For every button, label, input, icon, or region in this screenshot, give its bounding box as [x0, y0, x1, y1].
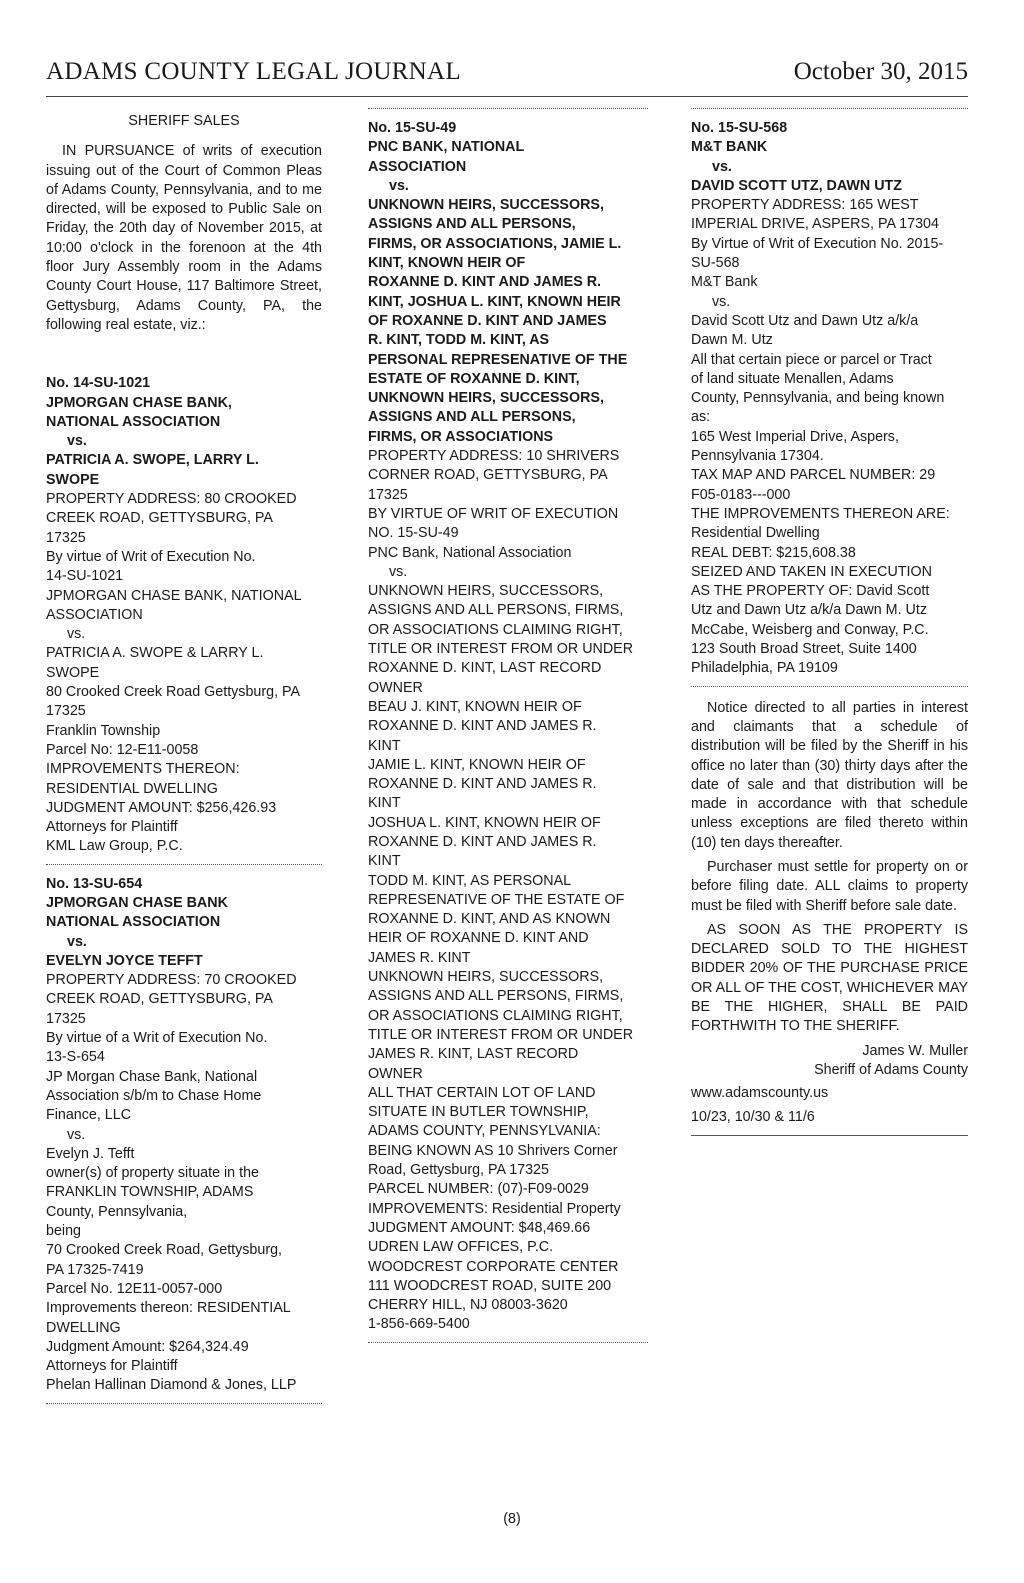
case-detail-line: CHERRY HILL, NJ 08003-3620	[368, 1297, 568, 1314]
case-detail-line: BY VIRTUE OF WRIT OF EXECUTION	[368, 505, 619, 522]
case-detail-line: JAMES R. KINT	[368, 949, 471, 966]
case-detail-line: WOODCREST CORPORATE CENTER	[368, 1258, 619, 1275]
defendant-line: UNKNOWN HEIRS, SUCCESSORS,	[368, 390, 604, 407]
case-detail-line: ASSIGNS AND ALL PERSONS, FIRMS,	[368, 602, 624, 619]
column-1	[46, 112, 322, 1414]
case-detail-line: TODD M. KINT, AS PERSONAL	[368, 872, 572, 889]
case-detail-line: BEING KNOWN AS 10 Shrivers Corner	[368, 1142, 618, 1159]
case-detail-line: 17325	[46, 529, 86, 546]
case-detail-line: Road, Gettysburg, PA 17325	[368, 1162, 549, 1179]
case-detail-line: Association s/b/m to Chase Home	[46, 1087, 262, 1104]
case-detail-line: F05-0183---000	[691, 486, 791, 503]
case-entry	[46, 374, 322, 856]
case-detail-line: ROXANNE D. KINT, LAST RECORD	[368, 660, 602, 677]
journal-title: ADAMS COUNTY LEGAL JOURNAL	[46, 58, 461, 85]
spacer	[46, 335, 322, 374]
case-detail-line: DWELLING	[46, 1319, 121, 1336]
case-entry	[368, 119, 648, 1335]
case-detail-line: THE IMPROVEMENTS THEREON ARE:	[691, 505, 950, 522]
case-detail-line: 70 Crooked Creek Road, Gettysburg,	[46, 1242, 283, 1259]
case-detail-line: OR ASSOCIATIONS CLAIMING RIGHT,	[368, 1007, 623, 1024]
signer-title: Sheriff of Adams County	[814, 1061, 968, 1078]
defendant-line: PATRICIA A. SWOPE, LARRY L.	[46, 452, 259, 469]
case-detail-line: PROPERTY ADDRESS: 80 CROOKED	[46, 491, 297, 508]
case-detail-line: TITLE OR INTEREST FROM OR UNDER	[368, 641, 634, 658]
case-detail-line: PATRICIA A. SWOPE & LARRY L.	[46, 645, 264, 662]
case-vs: vs.	[67, 933, 87, 950]
case-detail-line: vs.	[67, 626, 86, 643]
column-top-divider	[368, 108, 648, 109]
column-top-divider	[691, 108, 968, 109]
case-detail-line: 17325	[368, 486, 408, 503]
case-divider	[46, 1403, 322, 1404]
case-detail-line: Parcel No. 12E11-0057-000	[46, 1280, 223, 1297]
case-detail-line: Parcel No: 12-E11-0058	[46, 741, 199, 758]
case-vs: vs.	[712, 158, 732, 175]
case-detail-line: JUDGMENT AMOUNT: $256,426.93	[46, 799, 277, 816]
notice-payment: AS SOON AS THE PROPERTY IS DECLARED SOLD TO THE HIGHEST BIDDER 20% OF THE PURCHASE PRICE OR ALL OF THE COST, WHICHEVER MAY BE THE HIGHER, SHALL BE PAID FORTHWITH TO THE SHERIFF.	[691, 921, 968, 1035]
case-detail-line: By virtue of a Writ of Execution No.	[46, 1030, 268, 1047]
defendant-line: FIRMS, OR ASSOCIATIONS, JAMIE L.	[368, 235, 622, 252]
case-detail-line: ROXANNE D. KINT AND JAMES R.	[368, 718, 597, 735]
issue-date: October 30, 2015	[793, 58, 968, 85]
defendant-line: ROXANNE D. KINT AND JAMES R.	[368, 274, 602, 291]
case-detail-line: ROXANNE D. KINT AND JAMES R.	[368, 833, 597, 850]
case-entry	[46, 875, 322, 1396]
case-detail-line: KINT	[368, 853, 401, 870]
case-detail-line: ROXANNE D. KINT AND JAMES R.	[368, 776, 597, 793]
case-detail-line: ADAMS COUNTY, PENNSYLVANIA:	[368, 1123, 601, 1140]
section-heading: SHERIFF SALES	[128, 113, 240, 129]
notice-distribution: Notice directed to all parties in interest and claimants that a schedule of distribution will be filed by the Sheriff in his office no later than (30) thirty days after the date of sale and that distribution will be made in accordance with that schedule unless exceptions are filed thereto within (10) ten days thereafter.	[691, 699, 968, 851]
defendant-line: SWOPE	[46, 471, 100, 488]
case-detail-line: Dawn M. Utz	[691, 332, 773, 349]
column-2	[368, 112, 648, 1353]
case-detail-line: IMPROVEMENTS: Residential Property	[368, 1200, 621, 1217]
case-detail-line: JPMORGAN CHASE BANK, NATIONAL	[46, 587, 302, 604]
case-detail-line: JAMES R. KINT, LAST RECORD	[368, 1046, 579, 1063]
plaintiff-line: M&T BANK	[691, 139, 768, 156]
journal-header	[46, 58, 968, 88]
case-divider	[368, 1342, 648, 1343]
case-number: No. 15-SU-49	[368, 120, 457, 136]
notice-end-rule	[691, 1135, 968, 1136]
case-detail-line: All that certain piece or parcel or Tract	[691, 351, 932, 368]
case-detail-line: REPRESENATIVE OF THE ESTATE OF	[368, 891, 625, 908]
case-entry	[691, 119, 968, 679]
case-detail-line: 111 WOODCREST ROAD, SUITE 200	[368, 1277, 612, 1294]
website-link[interactable]: www.adamscounty.us	[691, 1085, 829, 1102]
case-detail-line: KINT	[368, 795, 401, 812]
case-detail-line: AS THE PROPERTY OF: David Scott	[691, 583, 930, 600]
case-detail-line: JP Morgan Chase Bank, National	[46, 1068, 258, 1085]
case-divider	[691, 686, 968, 687]
case-detail-line: REAL DEBT: $215,608.38	[691, 544, 856, 561]
case-detail-line: By virtue of Writ of Execution No.	[46, 548, 256, 565]
case-detail-line: ASSOCIATION	[46, 606, 143, 623]
case-detail-line: vs.	[67, 1126, 86, 1143]
defendant-line: EVELYN JOYCE TEFFT	[46, 952, 203, 969]
case-detail-line: SWOPE	[46, 664, 100, 681]
case-detail-line: Evelyn J. Tefft	[46, 1145, 135, 1162]
case-detail-line: UDREN LAW OFFICES, P.C.	[368, 1239, 554, 1256]
case-detail-line: IMPROVEMENTS THEREON:	[46, 761, 240, 778]
case-detail-line: Improvements thereon: RESIDENTIAL	[46, 1300, 291, 1317]
case-detail-line: Phelan Hallinan Diamond & Jones, LLP	[46, 1377, 297, 1394]
case-detail-line: 1-856-669-5400	[368, 1316, 470, 1333]
case-detail-line: PNC Bank, National Association	[368, 544, 572, 561]
case-detail-line: HEIR OF ROXANNE D. KINT AND	[368, 930, 589, 947]
plaintiff-line: ASSOCIATION	[368, 158, 467, 175]
case-detail-line: PARCEL NUMBER: (07)-F09-0029	[368, 1181, 589, 1198]
case-detail-line: of land situate Menallen, Adams	[691, 370, 894, 387]
case-detail-line: McCabe, Weisberg and Conway, P.C.	[691, 621, 929, 638]
case-detail-line: owner(s) of property situate in the	[46, 1165, 259, 1182]
plaintiff-line: PNC BANK, NATIONAL	[368, 139, 525, 156]
case-detail-line: PROPERTY ADDRESS: 165 WEST	[691, 197, 919, 214]
case-detail-line: Utz and Dawn Utz a/k/a Dawn M. Utz	[691, 602, 927, 619]
case-detail-line: Attorneys for Plaintiff	[46, 819, 178, 836]
notice-settlement: Purchaser must settle for property on or before filing date. ALL claims to property must be filed with Sheriff before sale date.	[691, 858, 968, 914]
case-detail-line: Philadelphia, PA 19109	[691, 660, 838, 677]
case-detail-line: as:	[691, 409, 711, 426]
case-detail-line: OWNER	[368, 679, 423, 696]
case-detail-line: KINT	[368, 737, 401, 754]
case-detail-line: JUDGMENT AMOUNT: $48,469.66	[368, 1219, 591, 1236]
case-number: No. 14-SU-1021	[46, 375, 151, 392]
case-detail-line: UNKNOWN HEIRS, SUCCESSORS,	[368, 583, 604, 600]
defendant-line: DAVID SCOTT UTZ, DAWN UTZ	[691, 177, 902, 194]
case-detail-line: County, Pennsylvania, and being known	[691, 390, 945, 407]
case-detail-line: PROPERTY ADDRESS: 10 SHRIVERS	[368, 448, 620, 465]
case-detail-line: PA 17325-7419	[46, 1261, 144, 1278]
case-detail-line: UNKNOWN HEIRS, SUCCESSORS,	[368, 969, 604, 986]
case-detail-line: ASSIGNS AND ALL PERSONS, FIRMS,	[368, 988, 624, 1005]
case-detail-line: JAMIE L. KINT, KNOWN HEIR OF	[368, 756, 586, 773]
case-detail-line: FRANKLIN TOWNSHIP, ADAMS	[46, 1184, 254, 1201]
case-detail-line: Attorneys for Plaintiff	[46, 1358, 178, 1375]
case-number: No. 13-SU-654	[46, 875, 143, 892]
case-detail-line: RESIDENTIAL DWELLING	[46, 780, 218, 797]
case-detail-line: NO. 15-SU-49	[368, 525, 459, 542]
defendant-line: ESTATE OF ROXANNE D. KINT,	[368, 370, 580, 387]
case-detail-line: Franklin Township	[46, 722, 161, 739]
case-detail-line: 80 Crooked Creek Road Gettysburg, PA	[46, 684, 301, 701]
case-detail-line: TAX MAP AND PARCEL NUMBER: 29	[691, 467, 936, 484]
case-number: No. 15-SU-568	[691, 120, 788, 136]
page-number: (8)	[503, 1511, 521, 1527]
intro-paragraph: IN PURSUANCE of writs of execution issuing out of the Court of Common Pleas of Adams County, Pennsylvania, and to me directed, will be exposed to Public Sale on Friday, the 20th day of November 2015, at 10:00 o'clock in the forenoon at the 4th floor Jury Assembly room in the Adams County Court House, 117 Baltimore Street, Gettysburg, Adams County, PA, the following real estate, viz.:	[46, 143, 322, 333]
case-detail-line: OR ASSOCIATIONS CLAIMING RIGHT,	[368, 621, 623, 638]
case-detail-line: David Scott Utz and Dawn Utz a/k/a	[691, 312, 919, 329]
case-detail-line: SEIZED AND TAKEN IN EXECUTION	[691, 563, 932, 580]
defendant-line: UNKNOWN HEIRS, SUCCESSORS,	[368, 197, 604, 214]
case-detail-line: 123 South Broad Street, Suite 1400	[691, 641, 917, 658]
case-detail-line: 165 West Imperial Drive, Aspers,	[691, 428, 899, 445]
defendant-line: ASSIGNS AND ALL PERSONS,	[368, 216, 576, 233]
plaintiff-line: NATIONAL ASSOCIATION	[46, 413, 221, 430]
case-detail-line: Residential Dwelling	[691, 525, 820, 542]
defendant-line: PERSONAL REPRESENATIVE OF THE	[368, 351, 628, 368]
case-detail-line: 17325	[46, 703, 86, 720]
case-detail-line: SU-568	[691, 255, 740, 272]
case-detail-line: Finance, LLC	[46, 1107, 132, 1124]
case-detail-line: By Virtue of Writ of Execution No. 2015-	[691, 235, 944, 252]
case-detail-line: SITUATE IN BUTLER TOWNSHIP,	[368, 1104, 589, 1121]
case-detail-line: M&T Bank	[691, 274, 758, 291]
case-detail-line: Judgment Amount: $264,324.49	[46, 1338, 249, 1355]
case-detail-line: County, Pennsylvania,	[46, 1203, 188, 1220]
case-detail-line: ROXANNE D. KINT, AND AS KNOWN	[368, 911, 611, 928]
plaintiff-line: JPMORGAN CHASE BANK	[46, 894, 228, 911]
defendant-line: FIRMS, OR ASSOCIATIONS	[368, 428, 554, 445]
case-detail-line: TITLE OR INTEREST FROM OR UNDER	[368, 1026, 634, 1043]
plaintiff-line: NATIONAL ASSOCIATION	[46, 914, 221, 931]
signer-name: James W. Muller	[862, 1042, 968, 1059]
case-detail-line: CREEK ROAD, GETTYSBURG, PA	[46, 991, 273, 1008]
defendant-line: KINT, JOSHUA L. KINT, KNOWN HEIR	[368, 293, 621, 310]
case-detail-line: BEAU J. KINT, KNOWN HEIR OF	[368, 698, 582, 715]
case-detail-line: 14-SU-1021	[46, 568, 124, 585]
case-detail-line: 13-S-654	[46, 1049, 105, 1066]
case-detail-line: vs.	[712, 293, 731, 310]
header-divider	[46, 96, 968, 97]
case-detail-line: KML Law Group, P.C.	[46, 838, 183, 855]
case-detail-line: being	[46, 1223, 81, 1240]
defendant-line: OF ROXANNE D. KINT AND JAMES	[368, 312, 607, 329]
case-detail-line: IMPERIAL DRIVE, ASPERS, PA 17304	[691, 216, 939, 233]
case-divider	[46, 864, 322, 865]
plaintiff-line: JPMORGAN CHASE BANK,	[46, 394, 232, 411]
column-3	[691, 112, 968, 1136]
case-detail-line: Pennsylvania 17304.	[691, 448, 824, 465]
defendant-line: ASSIGNS AND ALL PERSONS,	[368, 409, 576, 426]
case-detail-line: CREEK ROAD, GETTYSBURG, PA	[46, 510, 273, 527]
case-vs: vs.	[67, 433, 87, 450]
spacer	[46, 131, 322, 142]
case-detail-line: 17325	[46, 1010, 86, 1027]
case-detail-line: OWNER	[368, 1065, 423, 1082]
case-vs: vs.	[389, 177, 409, 194]
defendant-line: KINT, KNOWN HEIR OF	[368, 255, 526, 272]
case-detail-line: JOSHUA L. KINT, KNOWN HEIR OF	[368, 814, 601, 831]
defendant-line: R. KINT, TODD M. KINT, AS	[368, 332, 550, 349]
case-detail-line: PROPERTY ADDRESS: 70 CROOKED	[46, 972, 297, 989]
case-detail-line: ALL THAT CERTAIN LOT OF LAND	[368, 1084, 596, 1101]
publication-dates: 10/23, 10/30 & 11/6	[691, 1108, 815, 1125]
case-detail-line: CORNER ROAD, GETTYSBURG, PA	[368, 467, 608, 484]
case-detail-line: vs.	[389, 563, 408, 580]
